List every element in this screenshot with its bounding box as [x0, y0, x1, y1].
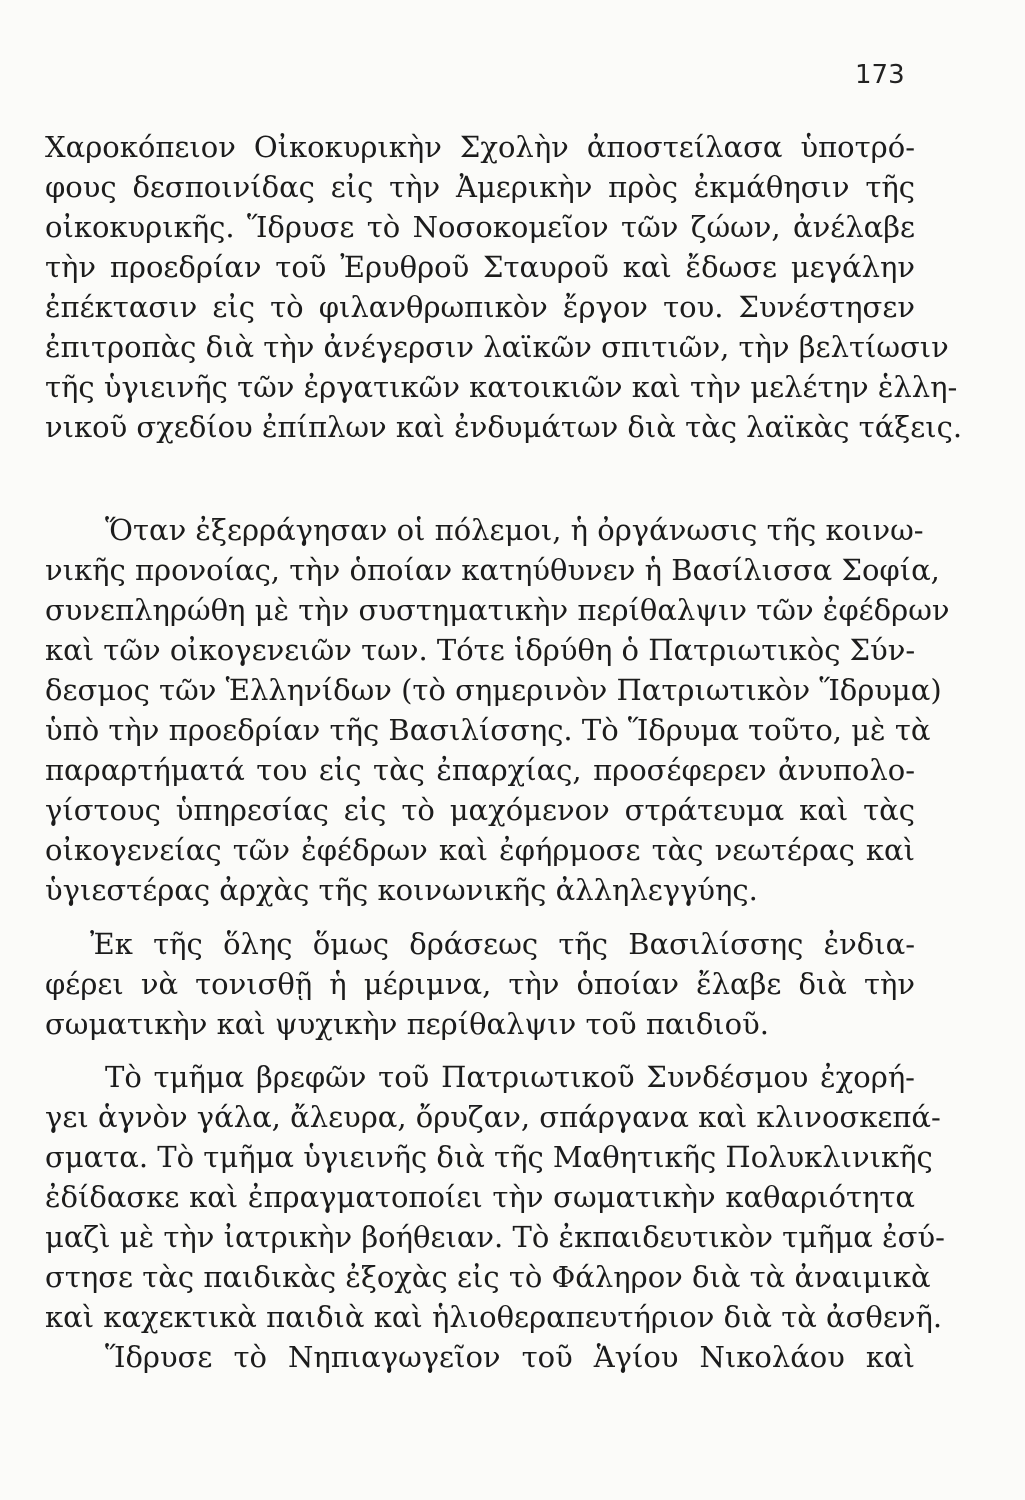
text-line: τῆς ὑγιεινῆς τῶν ἐργατικῶν κατοικιῶν καὶ τὴν μελέτην ἑλλη-	[45, 370, 958, 404]
paragraph-1	[45, 127, 963, 447]
text-line: ἐπιτροπὰς διὰ τὴν ἀνέγερσιν λαϊκῶν σπιτιῶν, τὴν βελτίωσιν	[45, 330, 949, 364]
text-line: Ἵδρυσε τὸ Νηπιαγωγεῖον τοῦ Ἁγίου Νικολάου καὶ	[105, 1340, 915, 1374]
paragraph-3	[45, 924, 915, 1044]
text-line: οἰκογενείας τῶν ἐφέδρων καὶ ἐφήρμοσε τὰς νεωτέρας καὶ	[45, 833, 915, 867]
text-line: σματα. Τὸ τμῆμα ὑγιεινῆς διὰ τῆς Μαθητικῆς Πολυκλινικῆς	[45, 1140, 933, 1174]
text-line: γει ἁγνὸν γάλα, ἄλευρα, ὄρυζαν, σπάργανα καὶ κλινοσκεπά-	[45, 1100, 941, 1134]
text-line: ἐδίδασκε καὶ ἐπραγματοποίει τὴν σωματικὴν καθαριότητα	[45, 1180, 915, 1214]
text-line: Χαροκόπειον Οἰκοκυρικὴν Σχολὴν ἀποστείλασα ὑποτρό-	[45, 130, 915, 164]
text-line: καὶ καχεκτικὰ παιδιὰ καὶ ἡλιοθεραπευτήριον διὰ τὰ ἀσθενῆ.	[45, 1300, 943, 1334]
text-line: φέρει νὰ τονισθῇ ἡ μέριμνα, τὴν ὁποίαν ἔλαβε διὰ τὴν	[45, 967, 915, 1001]
paragraph-4	[45, 1057, 945, 1377]
text-line: δεσμος τῶν Ἑλληνίδων (τὸ σημερινὸν Πατριωτικὸν Ἵδρυμα)	[45, 673, 942, 707]
text-line: σωματικὴν καὶ ψυχικὴν περίθαλψιν τοῦ παιδιοῦ.	[45, 1007, 769, 1041]
text-line: ἐπέκτασιν εἰς τὸ φιλανθρωπικὸν ἔργον του. Συνέστησεν	[45, 290, 915, 324]
text-line: παραρτήματά του εἰς τὰς ἐπαρχίας, προσέφερεν ἀνυπολο-	[45, 753, 915, 787]
text-line: συνεπληρώθη μὲ τὴν συστηματικὴν περίθαλψιν τῶν ἐφέδρων	[45, 593, 950, 627]
text-line: νικῆς προνοίας, τὴν ὁποίαν κατηύθυνεν ἡ Βασίλισσα Σοφία,	[45, 553, 940, 587]
text-line: μαζὶ μὲ τὴν ἰατρικὴν βοήθειαν. Τὸ ἐκπαιδευτικὸν τμῆμα ἐσύ-	[45, 1220, 945, 1254]
text-line: Τὸ τμῆμα βρεφῶν τοῦ Πατριωτικοῦ Συνδέσμου ἐχορή-	[105, 1060, 915, 1094]
text-line: στησε τὰς παιδικὰς ἐξοχὰς εἰς τὸ Φάληρον διὰ τὰ ἀναιμικὰ	[45, 1260, 931, 1294]
text-line: γίστους ὑπηρεσίας εἰς τὸ μαχόμενον στράτευμα καὶ τὰς	[45, 793, 915, 827]
text-line: Ὅταν ἐξερράγησαν οἱ πόλεμοι, ἡ ὀργάνωσις τῆς κοινω-	[105, 513, 924, 547]
text-line: τὴν προεδρίαν τοῦ Ἐρυθροῦ Σταυροῦ καὶ ἔδωσε μεγάλην	[45, 250, 915, 284]
text-line: φους δεσποινίδας εἰς τὴν Ἀμερικὴν πρὸς ἐκμάθησιν τῆς	[45, 170, 915, 204]
text-line: νικοῦ σχεδίου ἐπίπλων καὶ ἐνδυμάτων διὰ τὰς λαϊκὰς τάξεις.	[45, 410, 963, 444]
text-line: οἰκοκυρικῆς. Ἵδρυσε τὸ Νοσοκομεῖον τῶν ζώων, ἀνέλαβε	[45, 210, 915, 244]
text-line: ὑγιεστέρας ἀρχὰς τῆς κοινωνικῆς ἀλληλεγγύης.	[45, 873, 758, 907]
text-line: ὑπὸ τὴν προεδρίαν τῆς Βασιλίσσης. Τὸ Ἵδρυμα τοῦτο, μὲ τὰ	[45, 713, 931, 747]
text-line: καὶ τῶν οἰκογενειῶν των. Τότε ἱδρύθη ὁ Πατριωτικὸς Σύν-	[45, 633, 916, 667]
page-number: 173	[855, 60, 905, 90]
paragraph-2	[45, 510, 950, 910]
text-line: Ἐκ τῆς ὅλης ὅμως δράσεως τῆς Βασιλίσσης ἐνδια-	[90, 927, 915, 961]
